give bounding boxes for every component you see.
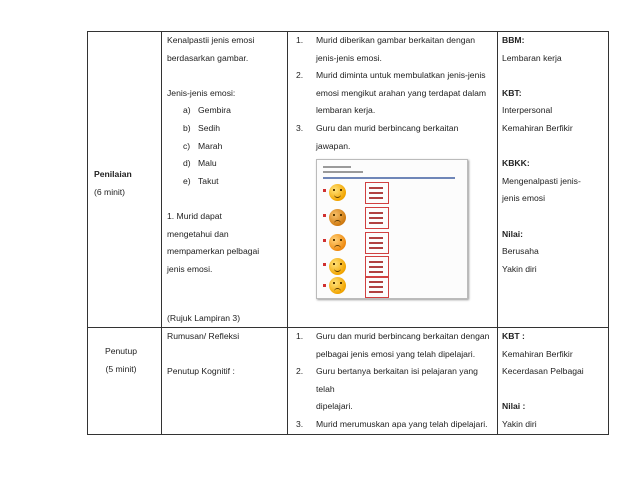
emotion-list-title: Jenis-jenis emosi: <box>167 87 236 98</box>
activity-item: 2. Guru bertanya berkaitan isi pelajaran yang telah dipelajari. <box>296 366 478 412</box>
notes-line: Yakin diri <box>502 263 537 274</box>
angry-face-icon <box>329 234 346 251</box>
notes-heading: BBM: <box>502 35 525 45</box>
notes-line: Interpersonal <box>502 105 553 116</box>
lesson-plan-table <box>87 31 609 435</box>
outcome-line: 1. Murid dapat <box>167 210 222 221</box>
emotion-item: e) Takut <box>183 175 219 186</box>
notes-list <box>502 32 608 278</box>
activity-item: 3. Murid merumuskan apa yang telah dipelajari. <box>296 419 488 430</box>
activity-item: 2. Murid diminta untuk membulatkan jenis-jenis emosi mengikut arahan yang terdapat dalam lembaran kerja. <box>296 70 487 116</box>
worksheet-thumbnail <box>316 159 468 299</box>
notes-heading: KBKK: <box>502 158 530 169</box>
content-line: berdasarkan gambar. <box>167 52 249 63</box>
happy-face-icon <box>329 184 346 201</box>
stage-name: Penilaian <box>94 169 132 179</box>
notes-line: jenis emosi <box>502 193 545 204</box>
reference-note: (Rujuk Lampiran 3) <box>167 312 241 323</box>
activity-item: 1. Guru dan murid berbincang berkaitan dengan pelbagai jenis emosi yang telah dipelajari. <box>296 331 490 359</box>
outcome-line: mempamerkan pelbagai <box>167 246 260 257</box>
notes-line: Yakin diri <box>502 419 537 430</box>
scared-face-icon <box>329 277 346 294</box>
stage-duration: (6 minit) <box>94 186 126 197</box>
stage-cell-penutup <box>88 328 162 435</box>
emotion-item: c) Marah <box>183 140 223 151</box>
notes-heading: Nilai : <box>502 401 526 412</box>
notes-heading: KBT : <box>502 331 525 342</box>
notes-line <box>502 208 608 226</box>
sad-face-icon <box>329 209 346 226</box>
activity-item: 3. Guru dan murid berbincang berkaitan jawapan. <box>296 122 459 151</box>
outcome-line: mengetahui dan <box>167 228 229 239</box>
activity-list <box>288 328 497 434</box>
notes-line: Kemahiran Berfikir <box>502 348 573 359</box>
content-line: Penutup Kognitif : <box>167 366 235 377</box>
emotion-list <box>167 102 287 190</box>
stage-label <box>94 166 132 201</box>
content-line: Kenalpastii jenis emosi <box>167 35 255 45</box>
row-penutup <box>88 328 609 435</box>
activity-cell <box>288 328 498 435</box>
content-cell <box>162 32 288 328</box>
activity-cell <box>288 32 498 328</box>
stage-name: Penutup <box>104 346 138 357</box>
emotion-item: b) Sedih <box>183 122 220 133</box>
notes-cell <box>498 32 609 328</box>
notes-line: Berusaha <box>502 246 539 257</box>
notes-line <box>502 138 608 156</box>
notes-list <box>502 328 608 434</box>
notes-cell <box>498 328 609 435</box>
emotion-item: d) Malu <box>183 158 217 169</box>
content-line: Rumusan/ Refleksi <box>167 331 240 342</box>
stage-duration: (5 minit) <box>105 363 137 374</box>
emotion-item: a) Gembira <box>183 105 231 116</box>
notes-line: Kemahiran Berfikir <box>502 122 573 133</box>
outcome-line: jenis emosi. <box>167 263 213 274</box>
row-penilaian <box>88 32 609 328</box>
content-cell <box>162 328 288 435</box>
stage-cell-penilaian <box>88 32 162 328</box>
notes-line <box>502 67 608 85</box>
notes-line: Mengenalpasti jenis- <box>502 175 581 186</box>
notes-line: Lembaran kerja <box>502 52 562 63</box>
notes-heading: KBT: <box>502 87 522 98</box>
notes-line <box>502 381 608 399</box>
activity-list <box>288 32 497 155</box>
notes-heading: Nilai: <box>502 228 524 239</box>
stage-label <box>94 343 148 378</box>
activity-item: 1. Murid diberikan gambar berkaitan dengan jenis-jenis emosi. <box>296 35 476 63</box>
shy-face-icon <box>329 258 346 275</box>
notes-line: Kecerdasan Pelbagai <box>502 366 584 377</box>
